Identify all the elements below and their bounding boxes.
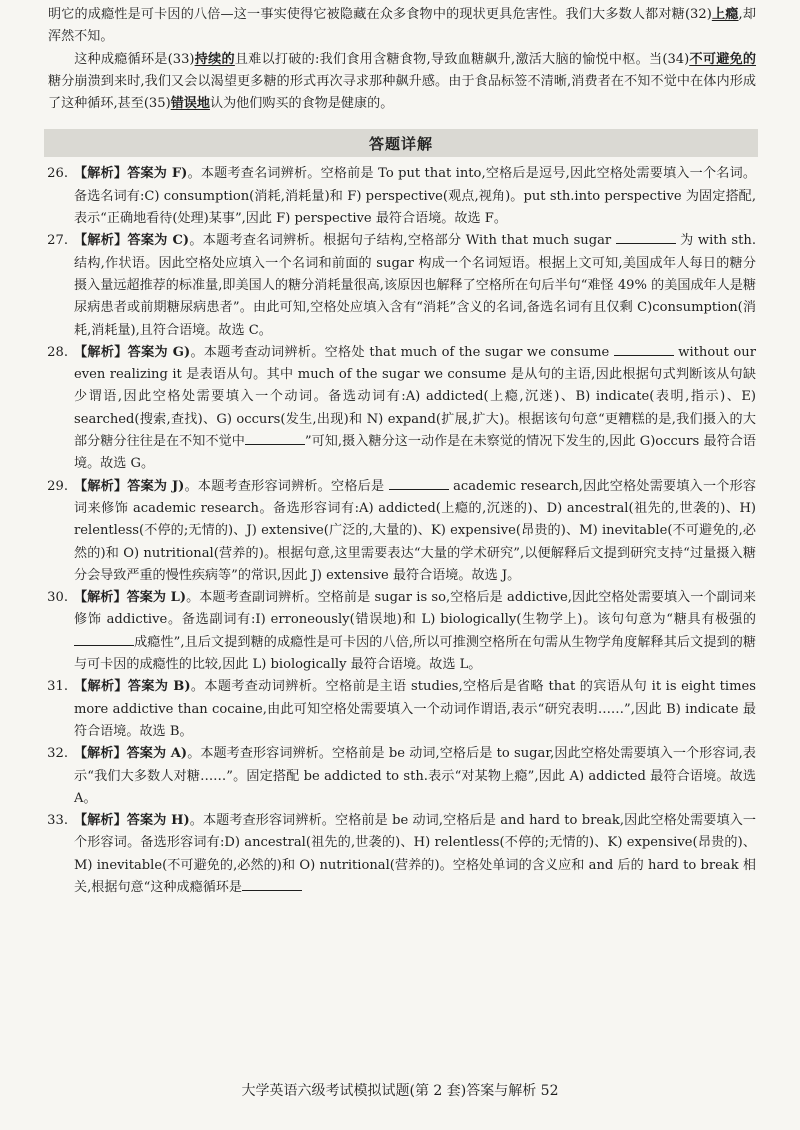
- passage-text: 这种成瘾循环是(33): [74, 51, 195, 67]
- explanation-text: 。本题考查形容词辨析。空格前是 be 动词,空格后是 and hard to break,因此空格处需要填入一个形容词。备选形容词有:D) ancestral(祖先的,世袭的)、H) relentless(不停的;无情的)、K) expensive(昂贵的)、M) inevitable(不可避免的,必然的)和 O) nutritional(营养的)。空格处单词的含义应和 and 后的 hard to break 相关,根据句意“这种成瘾循环是: [74, 813, 757, 895]
- blank-35-answer: 错误地: [170, 96, 210, 112]
- answer-item-31: [48, 676, 756, 743]
- passage-text: ,却浑然不知。: [48, 7, 756, 45]
- answer-tag: 【解析】答案为 B): [74, 679, 191, 695]
- passage-text: 认为他们购买的食物是健康的。: [209, 96, 394, 112]
- answer-tag: 【解析】答案为 C): [74, 233, 190, 249]
- item-number: 30.: [47, 590, 68, 606]
- explanation-text: academic research,因此空格处需要填入一个形容词来修饰 academic research。备选形容词有:A) addicted(上瘾的,沉迷的)、D) ancestral(祖先的,世袭的)、H) relentless(不停的;无情的)、J) extensive(广泛的,大量的)、K) expensive(昂贵的)、M) inevitable(不可避免的,必然的)和 O) nutritional(营养的)。根据句意,这里需要表达“大量的学术研究”,以便解释后文提到研究支持“过量摄入糖分会导致严重的慢性疾病等”的常识,因此 J) extensive 最符合语境。故选 J。: [74, 478, 757, 583]
- explanation-text: 。本题考查形容词辨析。空格前是 be 动词,空格后是 to sugar,因此空格处需要填入一个形容词,表示“我们大多数人对糖……”。固定搭配 be addicted to sth.表示“对某物上瘾”,因此 A) addicted 最符合语境。故选 A。: [74, 746, 756, 806]
- passage-text: 糖分崩溃到来时,我们又会以渴望更多糖的形式再次寻求那种飙升感。由于食品标签不清晰,消费者在不知不觉中在体内形成了这种循环,甚至(35): [48, 73, 756, 112]
- item-number: 27.: [47, 233, 68, 249]
- passage-paragraph-1: [48, 4, 756, 49]
- item-number: 33.: [47, 813, 68, 829]
- passage-text: 且难以打破的:我们食用含糖食物,导致血糖飙升,激活大脑的愉悦中枢。当(34): [234, 51, 690, 67]
- answer-blank: [74, 632, 134, 646]
- item-number: 31.: [47, 679, 68, 695]
- item-number: 28.: [47, 344, 68, 360]
- explanation-text: 。本题考查副词辨析。空格前是 sugar is so,空格后是 addictive,因此空格处需要填入一个副词来修饰 addictive。备选副词有:I) erroneously(错误地)和 L) biologically(生物学上)。该句句意为“糖具有极强的: [74, 590, 756, 628]
- answer-blank: [245, 431, 305, 445]
- answer-item-33: [48, 810, 756, 899]
- blank-32-answer: 上瘾: [711, 7, 739, 22]
- answer-item-32: [48, 743, 756, 810]
- answer-tag: 【解析】答案为 G): [74, 344, 191, 360]
- explanation-text: 。本题考查形容词辨析。空格后是: [184, 478, 389, 494]
- answer-blank: [389, 476, 449, 490]
- blank-34-answer: 不可避免的: [689, 51, 757, 67]
- answer-tag: 【解析】答案为 H): [74, 813, 190, 829]
- page-content: [48, 4, 756, 899]
- explanation-text: 。本题考查名词辨析。空格前是 To put that into,空格后是逗号,因此空格处需要填入一个名词。备选名词有:C) consumption(消耗,消耗量)和 F) perspective(观点,视角)。put sth.into perspective 为固定搭配,表示“正确地看待(处理)某事”,因此 F) perspective 最符合语境。故选 F。: [74, 166, 756, 227]
- item-number: 29.: [47, 478, 68, 494]
- item-number: 26.: [47, 166, 68, 182]
- passage-paragraph-2: [48, 49, 756, 116]
- answer-item-28: [48, 342, 756, 476]
- explanation-text: without our even realizing it 是表语从句。其中 much of the sugar we consume 是从句的主语,因此根据句式判断该从句缺少谓语,因此空格处需要填入一个动词。备选动词有:A) addicted(上瘾,沉迷)、B) indicate(表明,指示)、E) searched(搜索,查找)、G) occurs(发生,出现)和 N) expand(扩展,扩大)。根据该句句意“更糟糕的是,我们摄入的大部分糖分往往是在不知不觉中: [74, 344, 757, 450]
- explanation-text: 成瘾性”,且后文提到糖的成瘾性是可卡因的八倍,所以可推测空格所在句需从生物学角度解释其后文提到的糖与可卡因的成瘾性的比较,因此 L) biologically 最符合语境。故选 L。: [74, 634, 756, 673]
- blank-33-answer: 持续的: [194, 51, 235, 67]
- answer-item-30: [48, 587, 756, 676]
- section-title: 答题详解: [368, 134, 433, 153]
- explanation-text: 为 with sth.结构,作状语。因此空格处应填入一个名词和前面的 sugar 构成一个名词短语。根据上文可知,美国成年人每日的糖分摄入量远超推荐的标准量,即美国人的糖分消耗量很高,该原因也解释了空格所在句后半句“难怪 49% 的美国成年人是糖尿病患者或前期糖尿病患者”。由此可知,空格处应填入含有“消耗”含义的名词,备选名词有且仅剩 C)consumption(消耗,消耗量),且符合语境。故选 C。: [74, 233, 756, 338]
- answer-tag: 【解析】答案为 F): [74, 166, 188, 182]
- explanation-text: ”可知,摄入糖分这一动作是在未察觉的情况下发生的,因此 G)occurs 最符合语境。故选 G。: [74, 434, 757, 472]
- answer-blank: [614, 342, 674, 356]
- explanation-text: 。本题考查动词辨析。空格前是主语 studies,空格后是省略 that 的宾语从句 it is eight times more addictive than cocaine,由此可知空格处需要填入一个动词作谓语,表示“研究表明……”,因此 B) indicate 最符合语境。故选 B。: [74, 679, 756, 739]
- answer-blank: [242, 877, 302, 891]
- answer-item-27: [48, 230, 756, 341]
- answer-item-26: [48, 163, 756, 230]
- section-heading: [44, 129, 758, 157]
- answer-tag: 【解析】答案为 L): [74, 590, 187, 606]
- item-number: 32.: [47, 746, 68, 762]
- answer-item-29: [48, 476, 756, 587]
- page-footer: 大学英语六级考试模拟试题(第 2 套)答案与解析 52: [241, 1083, 559, 1099]
- explanation-text: 。本题考查名词辨析。根据句子结构,空格部分 With that much sugar: [189, 233, 616, 249]
- answer-blank: [616, 230, 676, 244]
- answer-tag: 【解析】答案为 A): [74, 746, 188, 762]
- passage-text: 明它的成瘾性是可卡因的八倍—这一事实使得它被隐藏在众多食物中的现状更具危害性。我们大多数人都对糖(32): [48, 7, 712, 22]
- answer-tag: 【解析】答案为 J): [74, 478, 185, 494]
- answer-list: [48, 163, 756, 899]
- explanation-text: 。本题考查动词辨析。空格处 that much of the sugar we consume: [190, 344, 614, 360]
